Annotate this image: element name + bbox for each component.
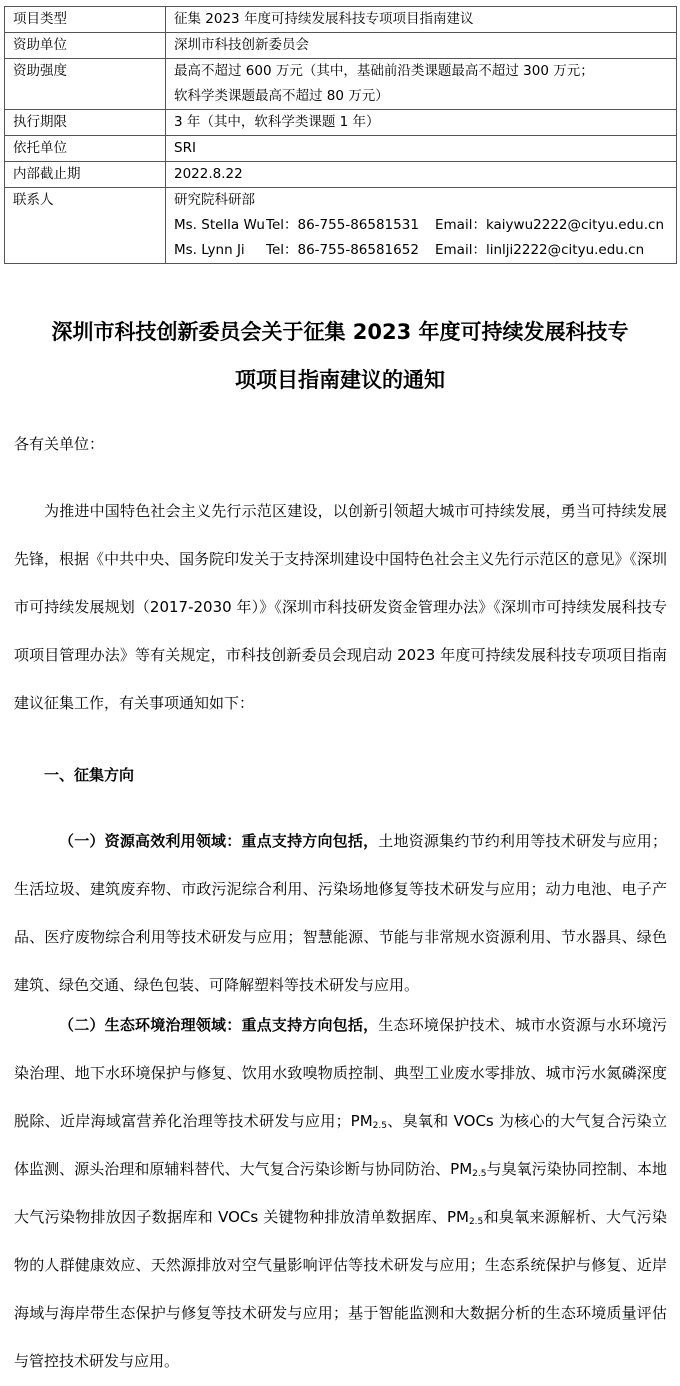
row-value xyxy=(166,59,677,110)
row-value: 3 年（其中，软科学类课题 1 年） xyxy=(166,110,677,136)
item-text: 、臭氧和 VOCs 为核心的大气复合污染立体监测、源头治理和原辅料替代、大气复合污染诊断与协同防治、PM xyxy=(14,1112,667,1178)
section-heading: 一、征集方向 xyxy=(44,766,135,784)
contact-cell xyxy=(166,188,677,264)
item-text: 与臭氧污染协同控制、本地大气污染物排放因子数据库和 VOCs 关键物种排放清单数据库、PM xyxy=(14,1160,667,1226)
row-label: 项目类型 xyxy=(5,7,166,33)
project-info-table xyxy=(4,6,677,264)
contact-name: Ms. Lynn Ji xyxy=(174,242,245,258)
table-row xyxy=(5,7,677,33)
contact-tel: Tel：86-755-86581531 xyxy=(266,217,419,233)
row-label: 资助强度 xyxy=(5,59,166,110)
title-line: 项项目指南建议的通知 xyxy=(235,368,445,392)
contact-name: Ms. Stella Wu xyxy=(174,217,265,233)
table-row xyxy=(5,136,677,162)
subscript: 2.5 xyxy=(468,1217,484,1227)
row-value: SRI xyxy=(166,136,677,162)
row-label: 依托单位 xyxy=(5,136,166,162)
item-text: 和臭氧来源解析、大气污染物的人群健康效应、天然源排放对空气量影响评估等技术研发与应用；生态系统保护与修复、近岸海域与海岸带生态保护与修复等技术研发与应用；基于智能监测和大数据分析的生态环境质量评估与管控技术研发与应用。 xyxy=(14,1208,667,1370)
item-1 xyxy=(14,817,667,1009)
table-row xyxy=(5,110,677,136)
row-value: 征集 2023 年度可持续发展科技专项项目指南建议 xyxy=(166,7,677,33)
item-paragraph xyxy=(14,1001,667,1385)
contact-line xyxy=(174,238,676,263)
item-paragraph xyxy=(14,817,667,1009)
item-text: 土地资源集约节约利用等技术研发与应用；生活垃圾、建筑废弃物、市政污泥综合利用、污染场地修复等技术研发与应用；动力电池、电子产品、医疗废物综合利用等技术研发与应用；智慧能源、节能与非常规水资源利用、节水器具、绿色建筑、绿色交通、绿色包装、可降解塑料等技术研发与应用。 xyxy=(14,832,667,994)
row-value: 2022.8.22 xyxy=(166,162,677,188)
row-value: 深圳市科技创新委员会 xyxy=(166,33,677,59)
row-label: 内部截止期 xyxy=(5,162,166,188)
salutation: 各有关单位： xyxy=(14,435,105,453)
table-row xyxy=(5,59,677,110)
funding-line: 软科学类课题最高不超过 80 万元） xyxy=(174,88,389,104)
item-lead: （二）生态环境治理领域：重点支持方向包括， xyxy=(59,1016,379,1034)
row-label: 联系人 xyxy=(5,188,166,264)
contact-dept: 研究院科研部 xyxy=(174,192,255,208)
contact-line xyxy=(174,213,676,238)
table-row xyxy=(5,162,677,188)
document-title xyxy=(0,308,680,404)
subscript: 2.5 xyxy=(372,1121,387,1131)
row-label: 资助单位 xyxy=(5,33,166,59)
subscript: 2.5 xyxy=(472,1169,487,1179)
contact-email[interactable]: Email：linlji2222@cityu.edu.cn xyxy=(435,242,645,258)
item-text: 生态环境保护技术、城市水资源与水环境污染治理、地下水环境保护与修复、饮用水致嗅物质控制、典型工业废水零排放、城市污水氮磷深度脱除、近岸海域富营养化治理等技术研发与应用；PM xyxy=(14,1016,667,1130)
contact-email[interactable]: Email：kaiywu2222@cityu.edu.cn xyxy=(435,217,665,233)
section-1 xyxy=(14,751,667,799)
item-lead: （一）资源高效利用领域：重点支持方向包括， xyxy=(59,832,379,850)
title-line: 深圳市科技创新委员会关于征集 2023 年度可持续发展科技专 xyxy=(51,320,629,344)
table-row xyxy=(5,188,677,264)
funding-line: 最高不超过 600 万元（其中，基础前沿类课题最高不超过 300 万元； xyxy=(174,63,594,79)
intro-paragraph: 为推进中国特色社会主义先行示范区建设，以创新引领超大城市可持续发展，勇当可持续发展先锋，根据《中共中央、国务院印发关于支持深圳建设中国特色社会主义先行示范区的意见》《深圳市可持续发展规划（2017-2030 年）》《深圳市科技研发资金管理办法》《深圳市可持续发展科技专项项目管理办法》等有关规定，市科技创新委员会现启动 2023 年度可持续发展科技专项项目指南建议征集工作，有关事项通知如下： xyxy=(14,502,667,712)
contact-tel: Tel：86-755-86581652 xyxy=(266,242,419,258)
notice-body xyxy=(14,487,667,727)
table-row xyxy=(5,33,677,59)
row-label: 执行期限 xyxy=(5,110,166,136)
item-2 xyxy=(14,1001,667,1385)
